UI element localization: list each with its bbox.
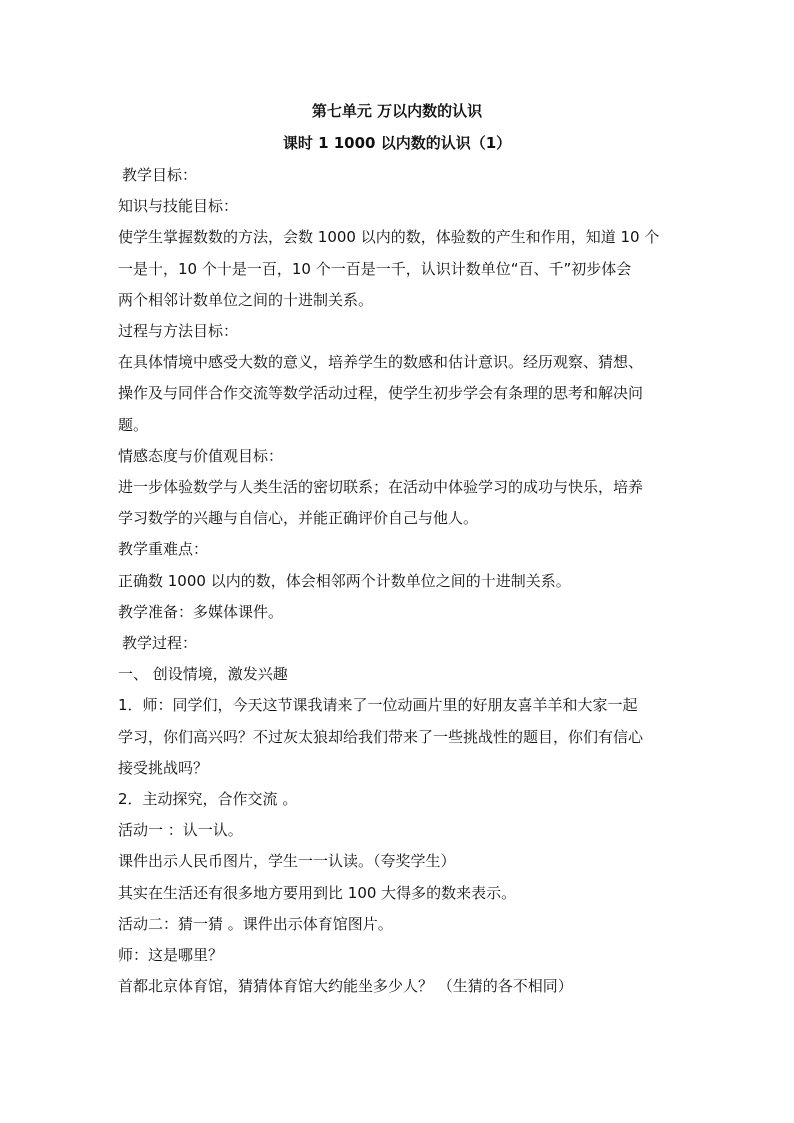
activity-one: 活动一 ：认一认。 xyxy=(118,821,243,840)
paragraph-line: 2．主动探究，合作交流 。 xyxy=(118,790,298,809)
section-heading-objectives: 教学目标： xyxy=(122,166,198,184)
paragraph-line: 首都北京体育馆，猜猜体育馆大约能坐多少人？ （生猜的各不相同） xyxy=(118,977,573,996)
step-heading-1: 一、 创设情境，激发兴趣 xyxy=(118,665,288,684)
paragraph-line: 师：这是哪里？ xyxy=(118,946,224,965)
paragraph-line: 使学生掌握数数的方法，会数 1000 以内的数，体验数的产生和作用，知道 10 个 xyxy=(118,228,660,247)
teaching-preparation: 教学准备：多媒体课件。 xyxy=(118,602,284,621)
subheading-process: 过程与方法目标： xyxy=(118,322,239,341)
lesson-title: 课时 1 1000 以内数的认识（1） xyxy=(282,134,512,152)
subheading-knowledge: 知识与技能目标： xyxy=(118,197,239,216)
paragraph-line: 其实在生活还有很多地方要用到比 100 大得多的数来表示。 xyxy=(118,883,517,902)
section-heading-process: 教学过程： xyxy=(122,634,198,653)
paragraph-line: 接受挑战吗？ xyxy=(118,758,209,777)
lesson-body xyxy=(118,160,684,1002)
paragraph-line: 1．师：同学们，今天这节课我请来了一位动画片里的好朋友喜羊羊和大家一起 xyxy=(118,696,638,715)
activity-two: 活动二：猜一猜 。课件出示体育馆图片。 xyxy=(118,914,393,933)
paragraph-line: 进一步体验数学与人类生活的密切联系；在活动中体验学习的成功与快乐，培养 xyxy=(118,478,644,497)
paragraph-line: 学习，你们高兴吗？不过灰太狼却给我们带来了一些挑战性的题目，你们有信心 xyxy=(118,727,644,746)
subheading-attitude: 情感态度与价值观目标： xyxy=(118,446,284,465)
paragraph-line: 两个相邻计数单位之间的十进制关系。 xyxy=(118,290,374,309)
section-heading-key-points: 教学重难点： xyxy=(118,540,209,559)
paragraph-line: 题。 xyxy=(118,415,149,434)
paragraph-line: 正确数 1000 以内的数，体会相邻两个计数单位之间的十进制关系。 xyxy=(118,571,571,590)
paragraph-line: 课件出示人民币图片，学生一一认读。（夸奖学生） xyxy=(118,852,456,871)
paragraph-line: 学习数学的兴趣与自信心，并能正确评价自己与他人。 xyxy=(118,509,479,528)
paragraph-line: 操作及与同伴合作交流等数学活动过程，使学生初步学会有条理的思考和解决问 xyxy=(118,384,644,403)
paragraph-line: 在具体情境中感受大数的意义，培养学生的数感和估计意识。经历观察、猜想、 xyxy=(118,353,644,372)
unit-title: 第七单元 万以内数的认识 xyxy=(311,102,483,120)
paragraph-line: 一是十，10 个十是一百，10 个一百是一千，认识计数单位“百、千”初步体会 xyxy=(118,259,632,278)
